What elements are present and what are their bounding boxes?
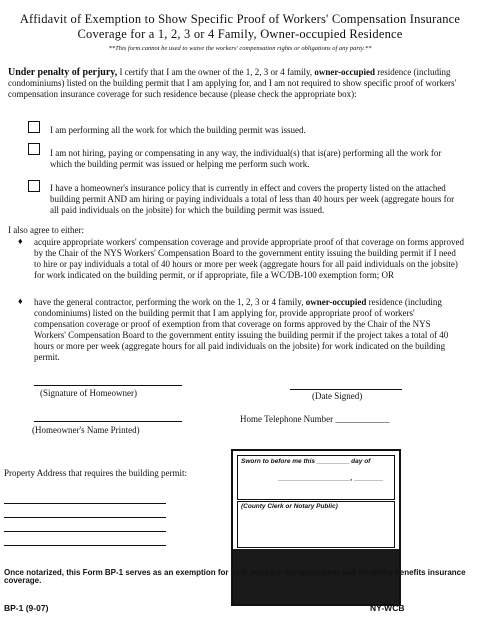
option-1-checkbox[interactable] <box>28 121 40 133</box>
address-line-1[interactable] <box>4 503 166 504</box>
form-subtitle: Coverage for a 1, 2, 3 or 4 Family, Owner-occupied Residence <box>77 27 403 41</box>
notary-sworn-box[interactable] <box>237 455 395 500</box>
address-line-2[interactable] <box>4 517 166 518</box>
bullet-2-icon: ♦ <box>18 296 23 306</box>
intro-paragraph <box>8 67 464 100</box>
notarized-notice: Once notarized, this Form BP-1 serves as an exemption for both workers' compensation and disability benefits insurance coverage. <box>4 568 466 585</box>
form-id: BP-1 (9-07) <box>4 603 49 613</box>
notary-signature-box[interactable] <box>237 501 395 548</box>
notary-date-blank: ____________________, ________ <box>278 475 383 482</box>
phone-label: Home Telephone Number ____________ <box>240 414 390 424</box>
address-line-4[interactable] <box>4 545 166 546</box>
option-2-text: I am not hiring, paying or compensating in any way, the individual(s) that is(are) performing all the work for which the building permit was issued or helping me perform such work. <box>50 148 442 169</box>
date-label: (Date Signed) <box>312 391 363 401</box>
bullet-2-text-a: have the general contractor, performing the work on the 1, 2, 3 or 4 family, <box>34 297 306 307</box>
signature-line[interactable] <box>34 385 182 386</box>
bullet-1-icon: ♦ <box>18 236 23 246</box>
signature-label: (Signature of Homeowner) <box>40 388 137 398</box>
bullet-2-text <box>34 297 464 363</box>
notary-sworn-text: Sworn to before me this _________ day of <box>241 458 371 465</box>
bullet-2-owner-occupied: owner-occupied <box>305 297 367 307</box>
notary-clerk-label: (County Clerk or Notary Public) <box>241 503 338 510</box>
name-line[interactable] <box>34 421 182 422</box>
date-line[interactable] <box>290 389 402 390</box>
agree-heading: I also agree to either: <box>8 225 84 235</box>
bullet-1-text: acquire appropriate workers' compensation coverage and provide appropriate proof of that coverage on forms approved by the Chair of the NYS Workers' Compensation Board to the government entity issuing the building permit if I need to hire or pay individuals a total of 40 hours or more per week (aggregate hours for all paid individuals on the jobsite) for work indicated on the building permit, or if appropriate, file a WC/DB-100 exemption form; OR <box>34 237 464 280</box>
penalty-text: Under penalty of perjury, <box>8 67 118 78</box>
agency-code: NY-WCB <box>370 603 405 613</box>
option-3-checkbox[interactable] <box>28 180 40 192</box>
name-label: (Homeowner's Name Printed) <box>32 425 140 435</box>
bullet-2-text-b: residence (including condominiums) listed on the building permit that I am applying for, provide appropriate proof of workers' compensation coverage or proof of exemption from that coverage on forms approved by the Chair of the NYS Workers' Compensation Board to the government entity issuing the building permit if the project takes a total of 40 hours or more per week (aggregate hours for all paid individuals on the jobsite) for work indicated on the building permit. <box>34 297 449 362</box>
address-label: Property Address that requires the building permit: <box>4 468 187 478</box>
intro-text-b: residence (including condominiums) listed on the building permit that I am applying for, and I am not required to show specific proof of workers' compensation insurance coverage for such residence because (please check the appropriate box): <box>8 67 457 99</box>
owner-occupied-text: owner-occupied <box>314 67 376 77</box>
option-2-checkbox[interactable] <box>28 143 40 155</box>
form-title: Affidavit of Exemption to Show Specific Proof of Workers' Compensation Insurance <box>19 12 461 26</box>
waiver-note: **This form cannot be used to waive the workers' compensation rights or obligations of any party.** <box>108 45 372 52</box>
intro-text-a: I certify that I am the owner of the 1, 2, 3 or 4 family, <box>117 67 315 77</box>
option-1-text: I am performing all the work for which the building permit was issued. <box>50 125 306 135</box>
address-line-3[interactable] <box>4 531 166 532</box>
option-3-text: I have a homeowner's insurance policy that is currently in effect and covers the property listed on the attached building permit AND am hiring or paying individuals a total of less than 40 hours per week (aggregate hours for all paid individuals on the jobsite) for which the building permit was issued. <box>50 183 455 215</box>
